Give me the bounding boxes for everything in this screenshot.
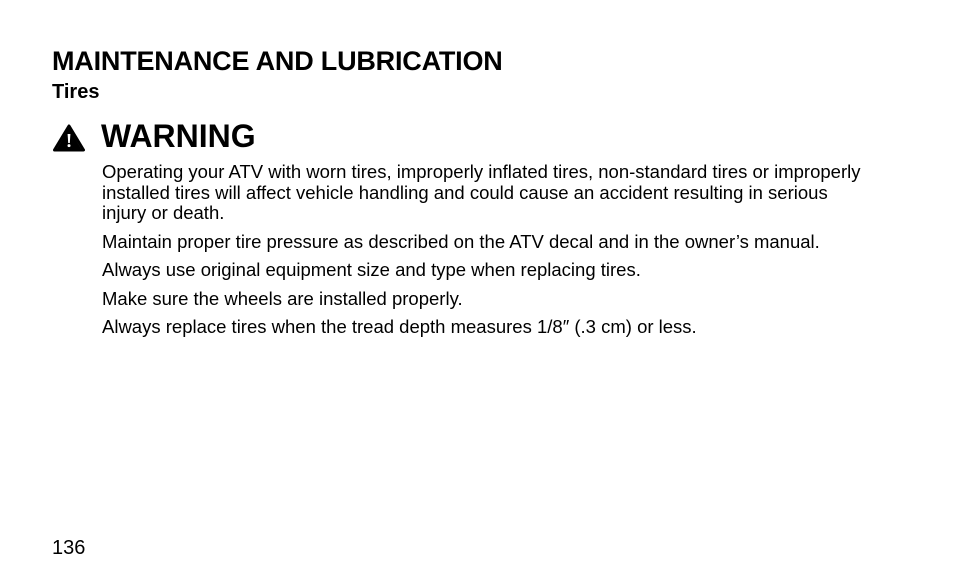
warning-paragraph: Maintain proper tire pressure as described on the ATV decal and in the owner’s manual. xyxy=(102,230,820,252)
section-title: MAINTENANCE AND LUBRICATION xyxy=(52,46,503,76)
warning-paragraph: Operating your ATV with worn tires, improperly inflated tires, non-standard tires or improperly installed tires will affect vehicle handling and could cause an accident resulting in serious injury or death. xyxy=(102,161,861,223)
warning-paragraph: Always use original equipment size and type when replacing tires. xyxy=(102,259,641,280)
warning-paragraph: Always replace tires when the tread depth measures 1/8″ (.3 cm) or less. xyxy=(102,316,697,337)
warning-body xyxy=(102,162,862,346)
subsection-title: Tires xyxy=(52,81,100,103)
page-number: 136 xyxy=(52,537,86,559)
warning-heading: WARNING xyxy=(101,118,256,154)
warning-paragraph: Make sure the wheels are installed properly. xyxy=(102,287,463,309)
warning-triangle-icon xyxy=(53,124,85,152)
